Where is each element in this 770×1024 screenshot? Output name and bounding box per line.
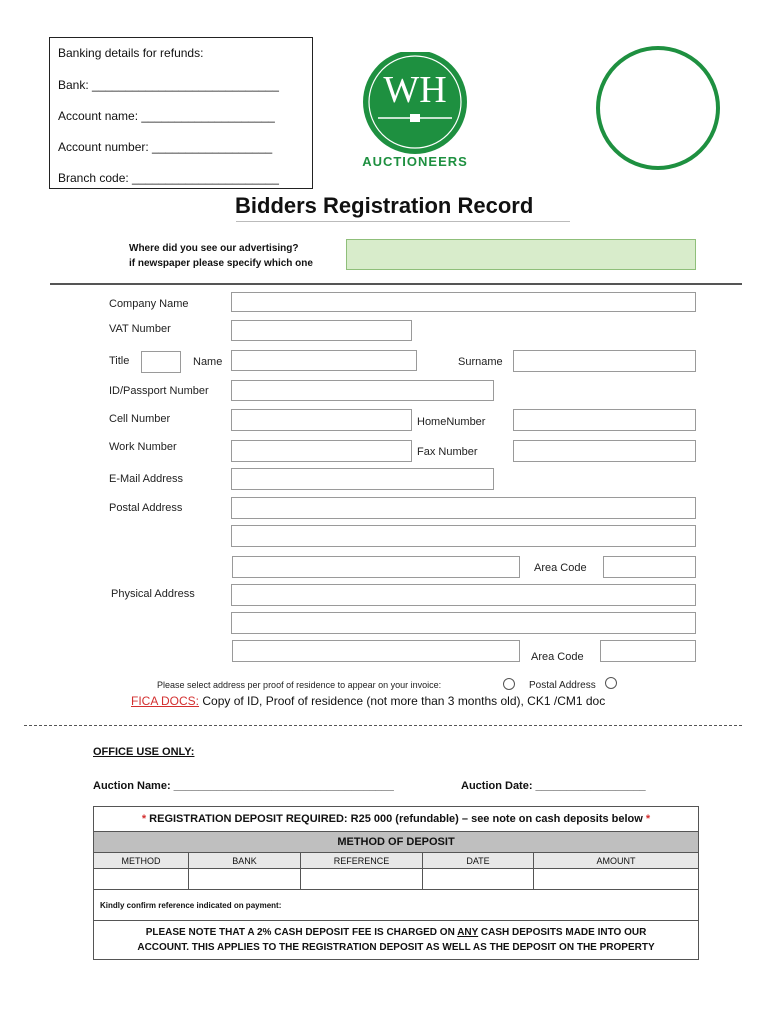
company-logo	[352, 52, 478, 172]
postal-area-code-input[interactable]	[603, 556, 696, 578]
work-number-label: Work Number	[109, 441, 177, 453]
column-method: METHOD	[94, 853, 189, 869]
reference-cell[interactable]	[301, 869, 423, 890]
physical-address-line2-input[interactable]	[231, 612, 696, 634]
banking-details-box	[49, 37, 313, 189]
note-emphasis: ANY	[457, 927, 479, 938]
physical-area-code-label: Area Code	[531, 651, 584, 663]
vat-number-label: VAT Number	[109, 323, 171, 335]
page-title: Bidders Registration Record	[235, 193, 534, 218]
amount-cell[interactable]	[534, 869, 699, 890]
fica-docs-note	[131, 694, 605, 708]
confirm-reference-note: Kindly confirm reference indicated on payment:	[94, 890, 699, 921]
physical-area-code-input[interactable]	[600, 640, 696, 662]
company-name-label: Company Name	[109, 298, 189, 310]
title-label: Title	[109, 355, 130, 367]
advertising-question: Where did you see our advertising?	[129, 243, 299, 254]
cell-number-input[interactable]	[231, 409, 412, 431]
star-mark: *	[141, 813, 147, 825]
bank-cell[interactable]	[189, 869, 301, 890]
column-reference: REFERENCE	[301, 853, 423, 869]
method-cell[interactable]	[94, 869, 189, 890]
name-label: Name	[193, 356, 223, 368]
column-date: DATE	[423, 853, 534, 869]
section-divider	[50, 283, 742, 285]
note-text: PLEASE NOTE THAT A 2% CASH DEPOSIT FEE IS CHARGED ON	[145, 927, 458, 938]
postal-address-radio[interactable]	[605, 677, 617, 689]
cash-deposit-fee-note	[94, 921, 699, 960]
email-label: E-Mail Address	[109, 473, 183, 485]
postal-address-label: Postal Address	[109, 502, 183, 514]
cut-line	[24, 725, 742, 726]
postal-address-option-label: Postal Address	[529, 680, 596, 691]
account-name-field[interactable]: Account name: ____________________	[58, 109, 275, 123]
home-number-label: HomeNumber	[417, 416, 486, 428]
cell-number-label: Cell Number	[109, 413, 171, 425]
postal-address-line2-input[interactable]	[231, 525, 696, 547]
star-mark: *	[645, 813, 651, 825]
office-use-heading: OFFICE USE ONLY:	[93, 746, 195, 758]
bank-field[interactable]: Bank: ____________________________	[58, 78, 279, 92]
banking-heading: Banking details for refunds:	[58, 46, 204, 60]
id-passport-input[interactable]	[231, 380, 494, 401]
title-input[interactable]	[141, 351, 181, 373]
fica-docs-text: Copy of ID, Proof of residence (not more than 3 months old), CK1 /CM1 doc	[199, 694, 606, 708]
advertising-hint: if newspaper please specify which one	[129, 258, 313, 269]
physical-address-label: Physical Address	[111, 588, 195, 600]
column-bank: BANK	[189, 853, 301, 869]
fica-docs-label: FICA DOCS:	[131, 694, 200, 708]
work-number-input[interactable]	[231, 440, 412, 462]
address-select-prompt: Please select address per proof of residence to appear on your invoice:	[157, 680, 442, 690]
note-text: CASH DEPOSITS MADE INTO OUR	[478, 927, 647, 938]
postal-address-line3-input[interactable]	[232, 556, 520, 578]
vat-number-input[interactable]	[231, 320, 412, 341]
name-input[interactable]	[231, 350, 417, 371]
note-text: ACCOUNT. THIS APPLIES TO THE REGISTRATION DEPOSIT AS WELL AS THE DEPOSIT ON THE PROPERTY	[137, 942, 655, 953]
advertising-input[interactable]	[346, 239, 696, 270]
date-cell[interactable]	[423, 869, 534, 890]
stamp-circle	[596, 46, 720, 170]
company-name-input[interactable]	[231, 292, 696, 312]
logo-monogram: WH	[383, 69, 447, 111]
postal-area-code-label: Area Code	[534, 562, 587, 574]
physical-address-line3-input[interactable]	[232, 640, 520, 662]
physical-address-radio[interactable]	[503, 678, 515, 690]
auction-date-field[interactable]: Auction Date: __________________	[461, 780, 646, 792]
column-amount: AMOUNT	[534, 853, 699, 869]
email-input[interactable]	[231, 468, 494, 490]
fax-number-input[interactable]	[513, 440, 696, 462]
fax-number-label: Fax Number	[417, 446, 478, 458]
physical-address-line1-input[interactable]	[231, 584, 696, 606]
deposit-table	[93, 806, 699, 960]
logo-subtitle: AUCTIONEERS	[362, 154, 468, 169]
deposit-required-text: REGISTRATION DEPOSIT REQUIRED: R25 000 (refundable) – see note on cash deposits below	[146, 813, 646, 825]
postal-address-line1-input[interactable]	[231, 497, 696, 519]
branch-code-field[interactable]: Branch code: ______________________	[58, 171, 279, 185]
id-passport-label: ID/Passport Number	[109, 385, 209, 397]
surname-input[interactable]	[513, 350, 696, 372]
title-underline	[236, 221, 570, 222]
deposit-required-header	[94, 807, 699, 832]
method-of-deposit-header: METHOD OF DEPOSIT	[94, 832, 699, 853]
home-number-input[interactable]	[513, 409, 696, 431]
auction-name-field[interactable]: Auction Name: ____________________________________	[93, 780, 394, 792]
account-number-field[interactable]: Account number: __________________	[58, 140, 273, 154]
surname-label: Surname	[458, 356, 503, 368]
